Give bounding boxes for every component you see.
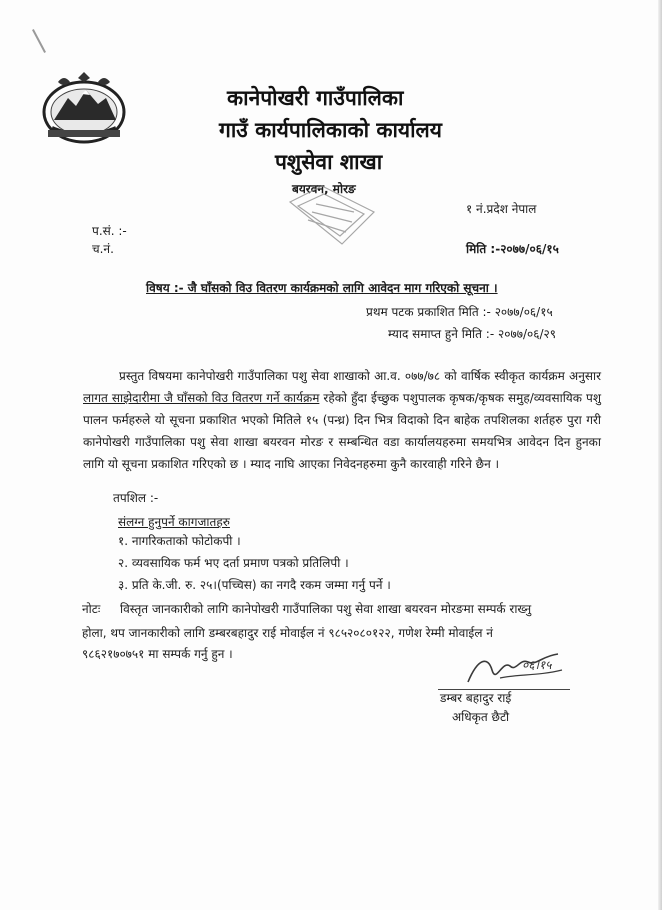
- dispatch-number: च.नं.: [92, 242, 114, 256]
- page-edge-shadow: [658, 0, 662, 910]
- note-label: नोटः: [82, 602, 101, 616]
- note-line-2: होला, थप जानकारीको लागि डम्बरबहादुर राई मोवाईल नं ९८५२०८०१२२, गणेश रेम्मी मोवाईल नं: [82, 626, 493, 640]
- branch-name: पशुसेवा शाखा: [275, 150, 383, 174]
- document-item-1: १. नागरिकताको फोटोकपी ।: [118, 534, 241, 548]
- body-text-rest: रहेको हुँदा ईच्छुक पशुपालक कृषक/कृषक समुह/व्यवसायिक पशु पालन फर्महरुले यो सूचना प्रकाशित भएको मितिले १५ (पन्ध्र) दिन भित्र विदाको दिन बाहेक तपशिलका शर्तहरु पुरा गरी कानेपोखरी गाउँपालिका पशु सेवा शाखा बयरवन मोरङ र सम्बन्धित वडा कार्यालयहरुमा समयभित्र आवेदन दिन हुनका लागि यो सूचना प्रकाशित गरिएको छ । म्याद नाघि आएका निवेदनहरुमा कुनै कारवाही गरिने छैन ।: [83, 391, 601, 471]
- signatory-title: अधिकृत छैटौ: [452, 710, 510, 724]
- note-line-1: विस्तृत जानकारीको लागि कानेपोखरी गाउँपालिका पशु सेवा शाखा बयरवन मोरङमा सम्पर्क राख्नु: [120, 602, 532, 616]
- subject-line: विषय :- जै घाँसको विउ वितरण कार्यक्रमको लागि आवेदन माग गरिएको सूचना ।: [146, 281, 498, 295]
- body-text-intro: प्रस्तुत विषयमा कानेपोखरी गाउँपालिका पशु सेवा शाखाको आ.व. ०७७/७८ को वार्षिक स्वीकृत कार्यक्रम अनुसार: [119, 369, 601, 383]
- details-heading: तपशिल :-: [113, 491, 159, 505]
- note-line-3: ९८६२१७०७५१ मा सम्पर्क गर्नु हुन ।: [82, 647, 233, 661]
- document-item-2: २. व्यवसायिक फर्म भए दर्ता प्रमाण पत्रको प्रतिलिपी ।: [118, 556, 349, 570]
- reference-number: प.सं. :-: [92, 224, 127, 238]
- office-address: बयरवन, मोरङ: [292, 182, 356, 196]
- paper-fold-mark: [32, 29, 46, 53]
- body-text-program: लागत साझेदारीमा जै घाँसको विउ वितरण गर्ने कार्यक्रम: [83, 391, 320, 405]
- first-published-date: प्रथम पटक प्रकाशित मिति :- २०७७/०६/१५: [366, 305, 553, 319]
- office-name: गाउँ कार्यपालिकाको कार्यालय: [219, 118, 442, 142]
- office-stamp: [282, 182, 380, 252]
- notice-body: [83, 365, 601, 475]
- municipality-name: कानेपोखरी गाउँपालिका: [227, 86, 404, 110]
- deadline-date: म्याद समाप्त हुने मिति :- २०७७/०६/२९: [388, 327, 556, 341]
- signature-date: ०६।१५: [522, 658, 552, 672]
- documents-heading: संलग्न हुनुपर्ने कागजातहरु: [118, 515, 230, 529]
- letter-date: मिति :-२०७७/०६/१५: [466, 242, 559, 256]
- province-label: १ नं.प्रदेश नेपाल: [466, 202, 537, 216]
- nepal-emblem-logo: [38, 70, 130, 146]
- signatory-name: डम्बर बहादुर राई: [440, 691, 512, 705]
- document-item-3: ३. प्रति के.जी. रु. २५।(पच्चिस) का नगदै रकम जम्मा गर्नु पर्ने ।: [118, 578, 391, 592]
